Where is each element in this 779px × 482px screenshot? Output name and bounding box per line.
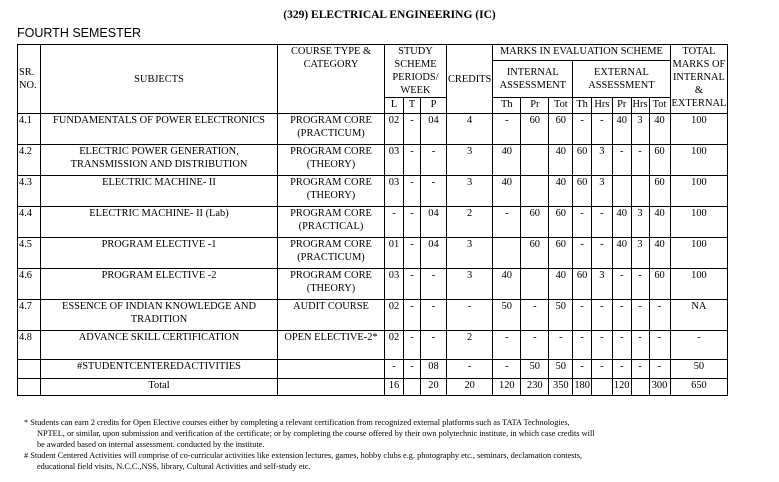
cell-sr-no: 4.5: [18, 238, 41, 269]
cell-ext-tot: 40: [649, 114, 670, 145]
cell-ext-th: -: [573, 114, 592, 145]
cell-int-th: 50: [493, 300, 521, 331]
cell-credits: -: [447, 360, 493, 379]
cell-l: 03: [385, 145, 404, 176]
cell-total-marks: -: [670, 331, 728, 360]
cell-p: -: [421, 300, 447, 331]
cell-ext-pr: [612, 176, 631, 207]
cell-p: -: [421, 331, 447, 360]
cell-sr-no: 4.1: [18, 114, 41, 145]
header-marks-scheme: MARKS IN EVALUATION SCHEME: [493, 45, 670, 61]
cell-p: -: [421, 145, 447, 176]
cell-int-pr: -: [521, 300, 549, 331]
header-ext-hrs1: Hrs: [591, 98, 612, 114]
cell-ext-tot: 60: [649, 269, 670, 300]
cell-ext-tot: -: [649, 300, 670, 331]
cell-subject: #STUDENTCENTEREDACTIVITIES: [41, 360, 278, 379]
footnote-activities-1: # Student Centered Activities will comprise of co-curricular activities like extension lectures, games, hobby clubs e.g. photography etc., seminars, declamation contests,: [24, 451, 583, 460]
cell-int-pr: [521, 176, 549, 207]
header-total-marks: TOTAL MARKS OF INTERNAL & EXTERNAL: [670, 45, 728, 114]
cell-total-marks: 100: [670, 176, 728, 207]
cell-t: -: [404, 207, 421, 238]
cell-ext-hrs2: 3: [631, 238, 649, 269]
cell-t: -: [404, 145, 421, 176]
cell-ext-hrs2: -: [631, 360, 649, 379]
cell-subject: ELECTRIC POWER GENERATION, TRANSMISSION AND DISTRIBUTION: [41, 145, 278, 176]
cell-ext-tot: -: [649, 331, 670, 360]
table-row: [18, 300, 728, 331]
cell-int-pr: 60: [521, 238, 549, 269]
cell-credits: 2: [447, 207, 493, 238]
cell-int-th: -: [493, 207, 521, 238]
total-ext-pr: 120: [612, 379, 631, 396]
header-ext-pr: Pr: [612, 98, 631, 114]
cell-int-tot: 60: [549, 207, 573, 238]
cell-credits: -: [447, 300, 493, 331]
cell-sr-no: 4.4: [18, 207, 41, 238]
cell-total-marks: NA: [670, 300, 728, 331]
total-ext-hrs2: [631, 379, 649, 396]
cell-subject: ADVANCE SKILL CERTIFICATION: [41, 331, 278, 360]
cell-ext-tot: 40: [649, 238, 670, 269]
cell-ext-hrs2: -: [631, 269, 649, 300]
cell-l: 03: [385, 269, 404, 300]
cell-t: -: [404, 331, 421, 360]
cell-int-th: -: [493, 360, 521, 379]
cell-course-type: PROGRAM CORE (THEORY): [278, 145, 385, 176]
cell-course-type: PROGRAM CORE (PRACTICUM): [278, 238, 385, 269]
header-credits: CREDITS: [447, 45, 493, 114]
header-int-th: Th: [493, 98, 521, 114]
cell-int-pr: 50: [521, 360, 549, 379]
total-ext-th: 180: [573, 379, 592, 396]
semester-label: FOURTH SEMESTER: [17, 26, 142, 40]
header-subjects: SUBJECTS: [41, 45, 278, 114]
footnote-open-elective-1: * Students can earn 2 credits for Open Elective courses either by completing a relevant certification from recognized external platforms such as TATA Technologies,: [24, 418, 570, 427]
header-p: P: [421, 98, 447, 114]
cell-ext-th: -: [573, 207, 592, 238]
cell-ext-th: -: [573, 300, 592, 331]
cell-credits: 4: [447, 114, 493, 145]
cell-t: -: [404, 300, 421, 331]
cell-int-pr: [521, 145, 549, 176]
cell-int-tot: 60: [549, 238, 573, 269]
evaluation-scheme-table: [17, 44, 728, 396]
footnote-open-elective-3: be awarded based on internal assessment. conducted by the institute.: [37, 440, 265, 449]
cell-int-pr: [521, 269, 549, 300]
header-internal: INTERNAL ASSESSMENT: [493, 61, 573, 98]
cell-t: -: [404, 360, 421, 379]
cell-total-marks: 100: [670, 207, 728, 238]
footnote-activities-2: educational field visits, N.C.C.,NSS, library, Cultural Activities and self-study etc.: [37, 462, 311, 471]
total-sr: [18, 379, 41, 396]
cell-subject: PROGRAM ELECTIVE -1: [41, 238, 278, 269]
header-ext-tot: Tot: [649, 98, 670, 114]
table-row: [18, 238, 728, 269]
cell-total-marks: 100: [670, 145, 728, 176]
cell-ext-hrs2: -: [631, 145, 649, 176]
cell-ext-pr: -: [612, 269, 631, 300]
cell-int-pr: -: [521, 331, 549, 360]
total-ext-tot: 300: [649, 379, 670, 396]
header-sr-no: SR. NO.: [18, 45, 41, 114]
cell-l: 01: [385, 238, 404, 269]
cell-l: -: [385, 360, 404, 379]
cell-ext-hrs1: -: [591, 331, 612, 360]
header-int-tot: Tot: [549, 98, 573, 114]
cell-t: -: [404, 238, 421, 269]
cell-course-type: PROGRAM CORE (THEORY): [278, 269, 385, 300]
cell-course-type: PROGRAM CORE (PRACTICAL): [278, 207, 385, 238]
cell-ext-hrs1: -: [591, 114, 612, 145]
footnotes: [24, 417, 595, 472]
cell-int-th: 40: [493, 176, 521, 207]
cell-ext-pr: -: [612, 145, 631, 176]
cell-ext-th: -: [573, 331, 592, 360]
cell-t: -: [404, 269, 421, 300]
header-l: L: [385, 98, 404, 114]
cell-ext-tot: 60: [649, 145, 670, 176]
cell-ext-tot: -: [649, 360, 670, 379]
cell-subject: ELECTRIC MACHINE- II: [41, 176, 278, 207]
cell-course-type: PROGRAM CORE (PRACTICUM): [278, 114, 385, 145]
cell-ext-th: 60: [573, 145, 592, 176]
table-row: [18, 269, 728, 300]
total-credits: 20: [447, 379, 493, 396]
cell-total-marks: 100: [670, 238, 728, 269]
cell-ext-pr: -: [612, 300, 631, 331]
cell-ext-pr: -: [612, 331, 631, 360]
cell-course-type: [278, 360, 385, 379]
cell-int-tot: 60: [549, 114, 573, 145]
cell-sr-no: 4.6: [18, 269, 41, 300]
cell-ext-pr: 40: [612, 238, 631, 269]
cell-ext-pr: 40: [612, 114, 631, 145]
cell-ext-hrs1: 3: [591, 269, 612, 300]
cell-subject: ESSENCE OF INDIAN KNOWLEDGE AND TRADITION: [41, 300, 278, 331]
cell-ext-hrs1: 3: [591, 145, 612, 176]
cell-p: 04: [421, 114, 447, 145]
cell-ext-hrs1: -: [591, 360, 612, 379]
footnote-open-elective-2: NPTEL, or similar, upon submission and verification of the certificate; or by completing the course offered by their own polytechnic institute, in which case credits will: [37, 429, 595, 438]
cell-credits: 3: [447, 145, 493, 176]
cell-int-tot: 40: [549, 269, 573, 300]
cell-p: 08: [421, 360, 447, 379]
cell-subject: PROGRAM ELECTIVE -2: [41, 269, 278, 300]
table-row: [18, 145, 728, 176]
cell-int-th: 40: [493, 269, 521, 300]
cell-ext-hrs1: -: [591, 238, 612, 269]
cell-ext-hrs2: -: [631, 331, 649, 360]
cell-ext-th: 60: [573, 176, 592, 207]
cell-sr-no: 4.8: [18, 331, 41, 360]
page-title: (329) ELECTRICAL ENGINEERING (IC): [283, 9, 496, 21]
cell-course-type: AUDIT COURSE: [278, 300, 385, 331]
cell-int-tot: -: [549, 331, 573, 360]
cell-ext-th: -: [573, 360, 592, 379]
total-int-pr: 230: [521, 379, 549, 396]
cell-p: 04: [421, 207, 447, 238]
total-p: 20: [421, 379, 447, 396]
cell-sr-no: 4.2: [18, 145, 41, 176]
cell-ext-hrs1: -: [591, 300, 612, 331]
cell-ext-tot: 60: [649, 176, 670, 207]
cell-int-th: -: [493, 331, 521, 360]
cell-credits: 3: [447, 269, 493, 300]
cell-l: 02: [385, 114, 404, 145]
total-t: [404, 379, 421, 396]
cell-ext-tot: 40: [649, 207, 670, 238]
total-marks: 650: [670, 379, 728, 396]
cell-ext-th: 60: [573, 269, 592, 300]
total-int-tot: 350: [549, 379, 573, 396]
cell-total-marks: 100: [670, 269, 728, 300]
cell-l: 02: [385, 331, 404, 360]
cell-t: -: [404, 114, 421, 145]
table-row: [18, 176, 728, 207]
cell-l: -: [385, 207, 404, 238]
total-label: Total: [41, 379, 278, 396]
cell-int-th: 40: [493, 145, 521, 176]
cell-total-marks: 100: [670, 114, 728, 145]
header-external: EXTERNAL ASSESSMENT: [573, 61, 670, 98]
cell-subject: ELECTRIC MACHINE- II (Lab): [41, 207, 278, 238]
cell-int-pr: 60: [521, 207, 549, 238]
table-row: [18, 207, 728, 238]
cell-sr-no: 4.3: [18, 176, 41, 207]
cell-ext-hrs2: -: [631, 300, 649, 331]
cell-ext-hrs2: 3: [631, 207, 649, 238]
table-row: [18, 331, 728, 360]
header-t: T: [404, 98, 421, 114]
header-course-type: COURSE TYPE & CATEGORY: [278, 45, 385, 114]
cell-t: -: [404, 176, 421, 207]
cell-ext-hrs2: 3: [631, 114, 649, 145]
cell-sr-no: [18, 360, 41, 379]
total-int-th: 120: [493, 379, 521, 396]
cell-int-tot: 40: [549, 176, 573, 207]
cell-total-marks: 50: [670, 360, 728, 379]
total-ext-hrs1: [591, 379, 612, 396]
table-row: [18, 360, 728, 379]
cell-ext-pr: -: [612, 360, 631, 379]
header-int-pr: Pr: [521, 98, 549, 114]
cell-ext-hrs1: -: [591, 207, 612, 238]
cell-int-tot: 50: [549, 360, 573, 379]
cell-subject: FUNDAMENTALS OF POWER ELECTRONICS: [41, 114, 278, 145]
cell-p: -: [421, 176, 447, 207]
cell-int-pr: 60: [521, 114, 549, 145]
cell-course-type: PROGRAM CORE (THEORY): [278, 176, 385, 207]
cell-credits: 2: [447, 331, 493, 360]
cell-course-type: OPEN ELECTIVE-2*: [278, 331, 385, 360]
table-row: [18, 114, 728, 145]
cell-p: 04: [421, 238, 447, 269]
cell-ext-hrs2: [631, 176, 649, 207]
cell-credits: 3: [447, 176, 493, 207]
cell-ext-hrs1: 3: [591, 176, 612, 207]
cell-p: -: [421, 269, 447, 300]
header-ext-hrs2: Hrs: [631, 98, 649, 114]
cell-l: 03: [385, 176, 404, 207]
total-row: [18, 379, 728, 396]
header-study-scheme: STUDY SCHEME PERIODS/ WEEK: [385, 45, 447, 98]
total-l: 16: [385, 379, 404, 396]
cell-int-th: [493, 238, 521, 269]
cell-ext-th: -: [573, 238, 592, 269]
header-ext-th: Th: [573, 98, 592, 114]
cell-int-tot: 50: [549, 300, 573, 331]
total-type: [278, 379, 385, 396]
cell-int-th: -: [493, 114, 521, 145]
cell-credits: 3: [447, 238, 493, 269]
cell-sr-no: 4.7: [18, 300, 41, 331]
cell-int-tot: 40: [549, 145, 573, 176]
cell-l: 02: [385, 300, 404, 331]
cell-ext-pr: 40: [612, 207, 631, 238]
